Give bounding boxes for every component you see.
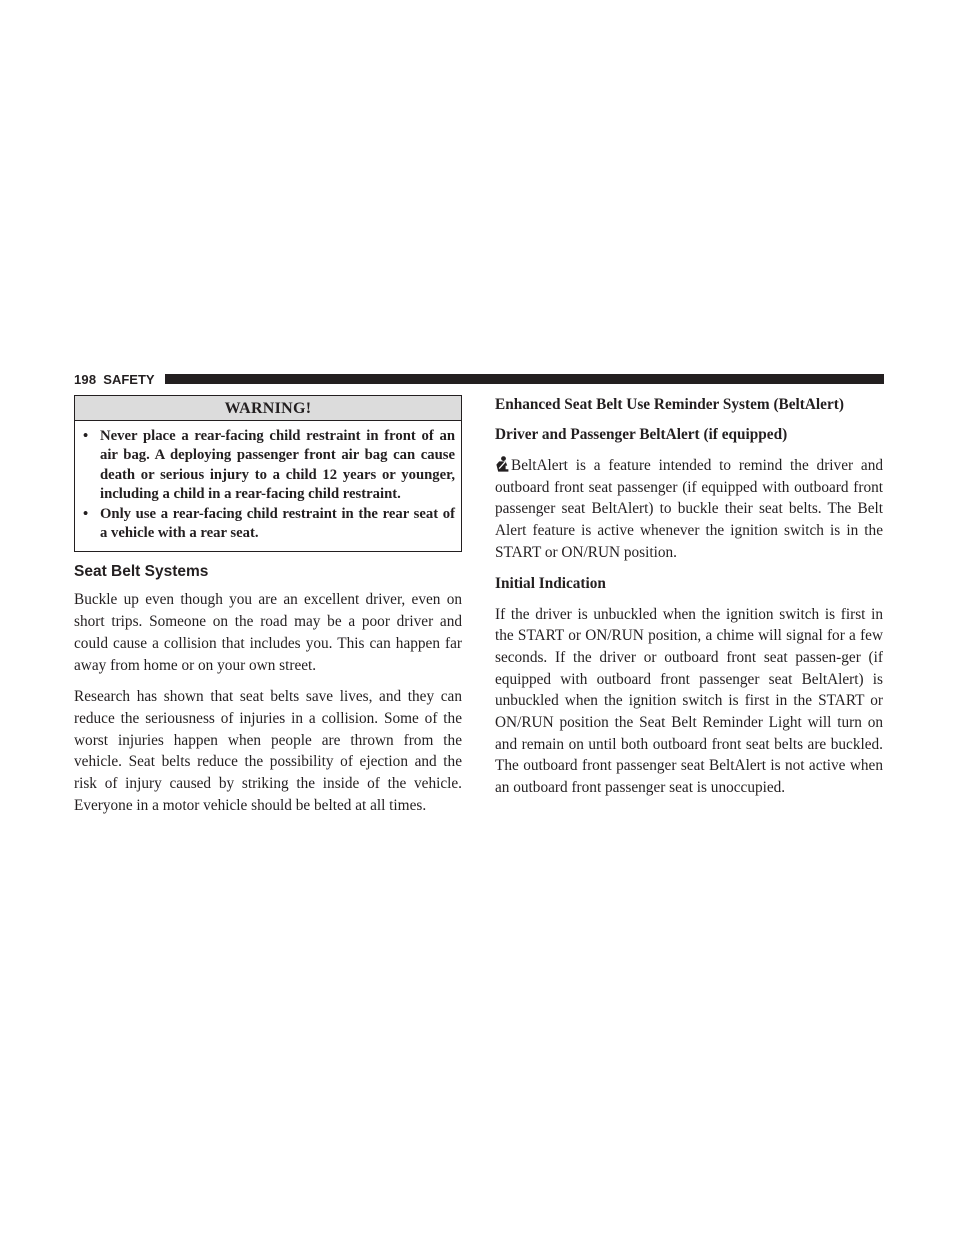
subsection-heading: Driver and Passenger BeltAlert (if equipped) <box>495 426 788 443</box>
body-paragraph <box>495 455 883 564</box>
header-rule <box>165 374 884 384</box>
section-heading: Seat Belt Systems <box>74 563 209 581</box>
warning-title: WARNING! <box>75 396 461 421</box>
body-paragraph: Research has shown that seat belts save lives, and they can reduce the seriousness of injuries in a collision. Some of the worst injuries happen when people are thrown from the vehicle. Seat belts reduce the possibility of ejection and the risk of injury caused by striking the inside of the vehicle. Everyone in a motor vehicle should be belted at all times. <box>74 688 462 814</box>
warning-item-text: Never place a rear-facing child restraint in front of an air bag. A deploying passenger front air bag can cause death or serious injury to a child 12 years or younger, including a child in a rear-facing child restraint. <box>100 428 455 503</box>
right-column <box>495 395 883 799</box>
bullet-icon: • <box>83 505 89 522</box>
subsection-heading: Enhanced Seat Belt Use Reminder System (BeltAlert) <box>495 396 844 413</box>
left-column <box>74 395 462 816</box>
bullet-icon: • <box>83 428 89 444</box>
page-header <box>74 372 884 386</box>
body-paragraph: If the driver is unbuckled when the ignition switch is first in the START or ON/RUN position, a chime will signal for a few seconds. If the driver or outboard front seat passen-ger (if equipped with outboard front passenger seat BeltAlert) is unbuckled when the ignition switch is first in the START or ON/RUN position the Seat Belt Reminder Light will turn on and remain on until both outboard front seat belts are buckled. The outboard front passenger seat BeltAlert is not active when an outboard front passenger seat is unoccupied. <box>495 605 883 797</box>
warning-list <box>75 421 461 551</box>
page-number: 198 <box>74 371 97 387</box>
section-title: SAFETY <box>103 371 155 387</box>
warning-box <box>74 395 462 552</box>
warning-item-text: Only use a rear-facing child restraint in the rear seat of a vehicle with a rear seat. <box>100 505 455 542</box>
warning-item <box>81 505 455 544</box>
warning-item <box>81 427 455 505</box>
beltalert-paragraph-text: BeltAlert is a feature intended to remind the driver and outboard front seat passenger (if equipped with outboard front passenger seat BeltAlert) to buckle their seat belts. The Belt Alert feature is active whenever the ignition switch is in the START or ON/RUN position. <box>495 457 883 561</box>
subsection-heading: Initial Indication <box>495 574 606 592</box>
seat-belt-reminder-icon <box>495 456 509 472</box>
body-paragraph: Buckle up even though you are an excellent driver, even on short trips. Someone on the road may be a poor driver and could cause a collision that includes you. This can happen far away from home or on your own street. <box>74 591 462 674</box>
